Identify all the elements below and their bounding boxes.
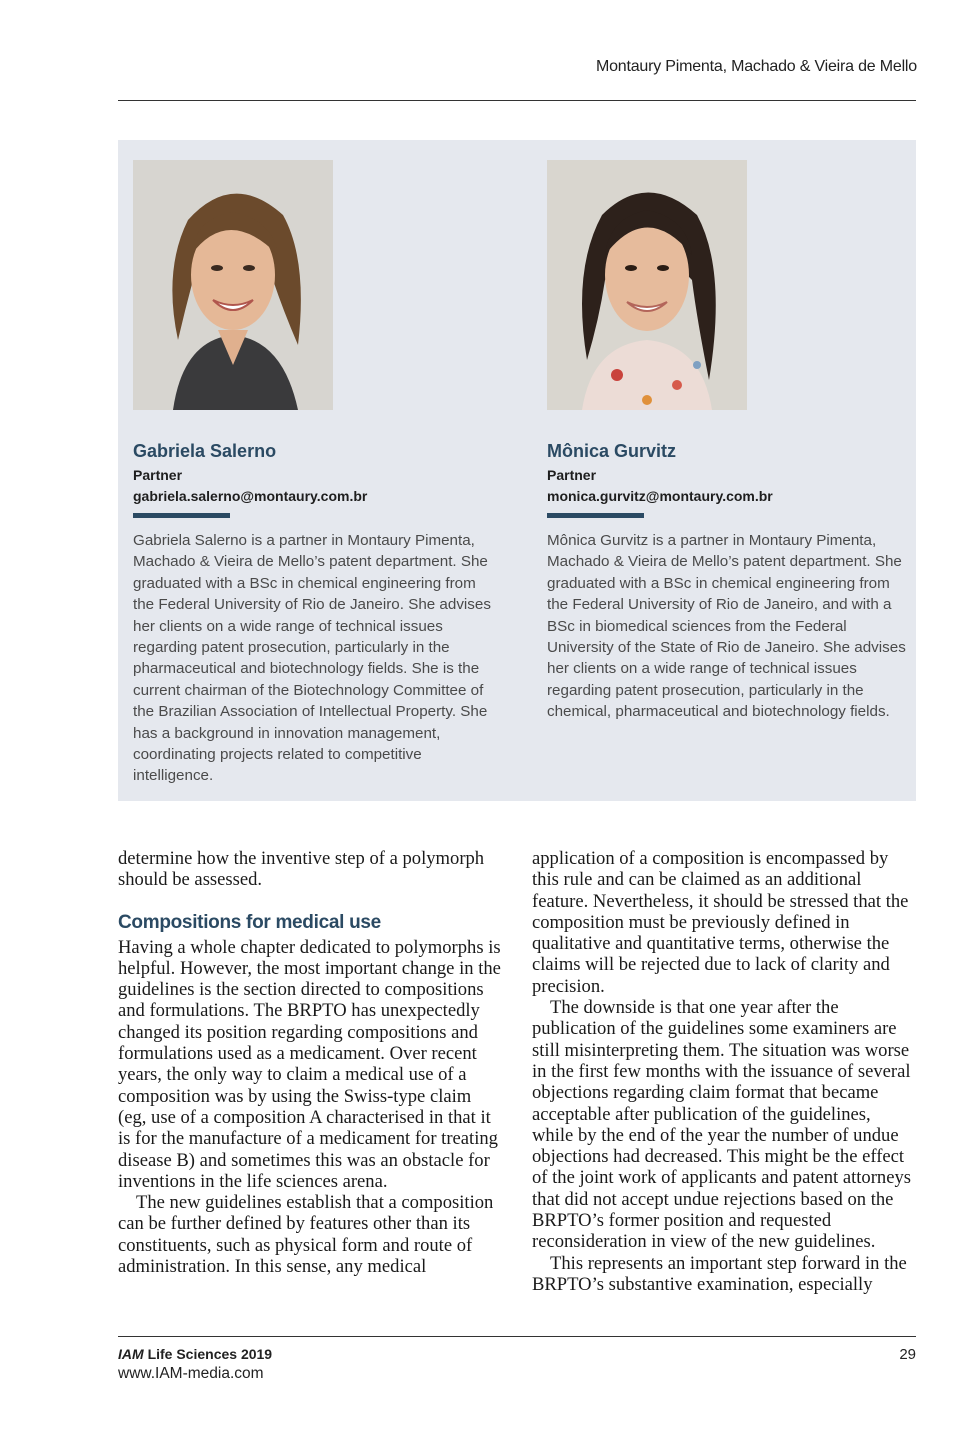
author-name: Mônica Gurvitz — [547, 441, 677, 461]
article-paragraph: determine how the inventive step of a polymorph should be assessed. — [118, 848, 485, 891]
article-column-right — [532, 848, 916, 1295]
portrait-photo-monica — [547, 160, 747, 410]
article-paragraph: application of a composition is encompassed by this rule and can be claimed as an additional feature. Nevertheless, it should be stressed that the composition must be previously defined in qualitative and quantitative terms, otherwise the claims will be rejected due to lack of clarity and precision. — [532, 848, 909, 997]
author-email-link[interactable]: gabriela.salerno@montaury.com.br — [133, 488, 368, 504]
author-email-link[interactable]: monica.gurvitz@montaury.com.br — [547, 488, 773, 504]
accent-bar — [133, 513, 230, 518]
author-role: Partner — [133, 467, 183, 483]
author-bio-monica — [547, 160, 917, 723]
article-paragraph: The downside is that one year after the publication of the guidelines some examiners are still misinterpreting them. The situation was worse in the first few months with the issuance of several objections regarding claim format that became acceptable after publication of the guidelines, while by the end of the year the number of undue objections had decreased. This might be the effect of the joint work of applicants and patent attorneys that did not accept undue rejections based on the BRPTO’s former position and requested reconsideration in view of the new guidelines. — [532, 997, 912, 1253]
author-bio-gabriela — [133, 160, 503, 787]
article-paragraph: This represents an important step forward in the BRPTO’s substantive examination, especially — [532, 1252, 907, 1295]
author-bio-text: Gabriela Salerno is a partner in Montaury Pimenta, Machado & Vieira de Mello’s patent department. She graduated with a BSc in chemical engineering from the Federal University of Rio de Janeiro. She advises her clients on a wide range of technical issues regarding patent prosecution, particularly in the pharmaceutical and biotechnology fields. She is the current chairman of the Biotechnology Committee of the Brazilian Association of Intellectual Property. She has a background in innovation management, coordinating projects related to competitive intelligence. — [133, 532, 491, 785]
accent-bar — [547, 513, 644, 518]
section-heading: Compositions for medical use — [118, 911, 381, 933]
article-column-left — [118, 848, 502, 1277]
footer-divider — [118, 1336, 916, 1337]
page-number: 29 — [899, 1346, 916, 1363]
footer-publication — [118, 1345, 272, 1363]
header-divider — [118, 100, 916, 101]
article-paragraph: The new guidelines establish that a composition can be further defined by features other than its constituents, such as physical form and route of administration. In this sense, any medical — [118, 1192, 494, 1278]
footer-website-link[interactable]: www.IAM-media.com — [118, 1365, 264, 1382]
portrait-photo-gabriela — [133, 160, 333, 410]
publication-brand: IAM — [118, 1346, 144, 1362]
author-bios-panel — [118, 140, 916, 801]
article-paragraph: Having a whole chapter dedicated to polymorphs is helpful. However, the most important change in the guidelines is the section directed to compositions and formulations. The BRPTO has unexpectedly changed its position regarding compositions and formulations used as a medicament. Over recent years, the only way to claim a medical use of a composition was by using the Swiss-type claim (eg, use of a composition A characterised in that it is for the manufacture of a medicament for treating disease B) and sometimes this was an obstacle for inventions in the life sciences arena. — [118, 936, 501, 1192]
author-role: Partner — [547, 467, 597, 483]
header-firm-name: Montaury Pimenta, Machado & Vieira de Mello — [595, 58, 917, 75]
publication-title: Life Sciences 2019 — [147, 1346, 273, 1362]
author-name: Gabriela Salerno — [133, 441, 277, 461]
author-bio-text: Mônica Gurvitz is a partner in Montaury Pimenta, Machado & Vieira de Mello’s patent department. She graduated with a BSc in chemical engineering from the Federal University of Rio de Janeiro, and with a BSc in biomedical sciences from the Federal University of the State of Rio de Janeiro. She advises her clients on a wide range of technical issues regarding patent prosecution, particularly in the chemical, pharmaceutical and biotechnology fields. — [547, 532, 906, 721]
